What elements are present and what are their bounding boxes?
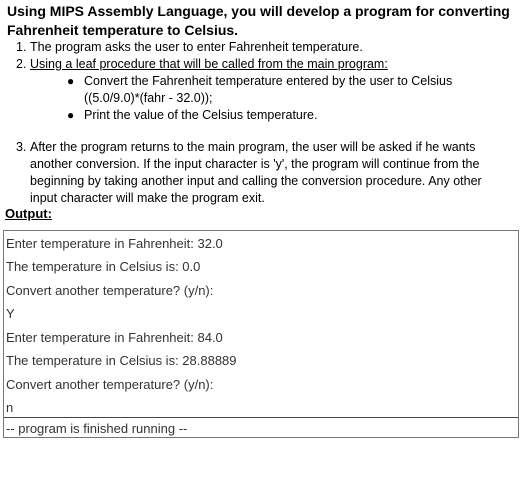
output-label: Output:	[5, 206, 52, 221]
divider	[4, 417, 518, 418]
list-item-2	[16, 56, 500, 73]
bullet-icon: ●	[67, 108, 75, 122]
list-number: 1.	[16, 40, 27, 54]
console-line: n	[6, 400, 14, 415]
sub-item-line: ((5.0/9.0)*(fahr - 32.0));	[84, 91, 213, 105]
console-line: Y	[6, 306, 15, 321]
document-title: Using MIPS Assembly Language, you will develop a program for converting Fahrenheit temperature to Celsius.	[7, 3, 510, 38]
bullet-icon: ●	[67, 74, 75, 88]
list-item-3	[16, 139, 490, 207]
console-output	[3, 230, 519, 438]
console-line: The temperature in Celsius is: 28.88889	[6, 353, 237, 368]
console-line: Enter temperature in Fahrenheit: 32.0	[6, 236, 223, 251]
sub-list-item-1	[67, 73, 494, 107]
console-line: Enter temperature in Fahrenheit: 84.0	[6, 330, 223, 345]
sub-item-line: Convert the Fahrenheit temperature entered by the user to Celsius	[84, 74, 453, 88]
list-item-text: Using a leaf procedure that will be called from the main program:	[30, 57, 388, 71]
list-number: 3.	[16, 140, 27, 154]
list-number: 2.	[16, 57, 27, 71]
list-item-text: After the program returns to the main program, the user will be asked if he wants another conversion. If the input character is 'y', the program will continue from the beginning by taking another input and calling the conversion procedure. Any other input character will make the program exit.	[30, 140, 482, 205]
console-line: Convert another temperature? (y/n):	[6, 283, 214, 298]
sub-item-line: Print the value of the Celsius temperature.	[84, 108, 318, 122]
console-line: The temperature in Celsius is: 0.0	[6, 259, 201, 274]
sub-list-item-2	[67, 107, 494, 124]
console-line: -- program is finished running --	[6, 421, 188, 436]
list-item-1	[16, 39, 500, 56]
console-line: Convert another temperature? (y/n):	[6, 377, 214, 392]
list-item-text: The program asks the user to enter Fahrenheit temperature.	[30, 40, 363, 54]
